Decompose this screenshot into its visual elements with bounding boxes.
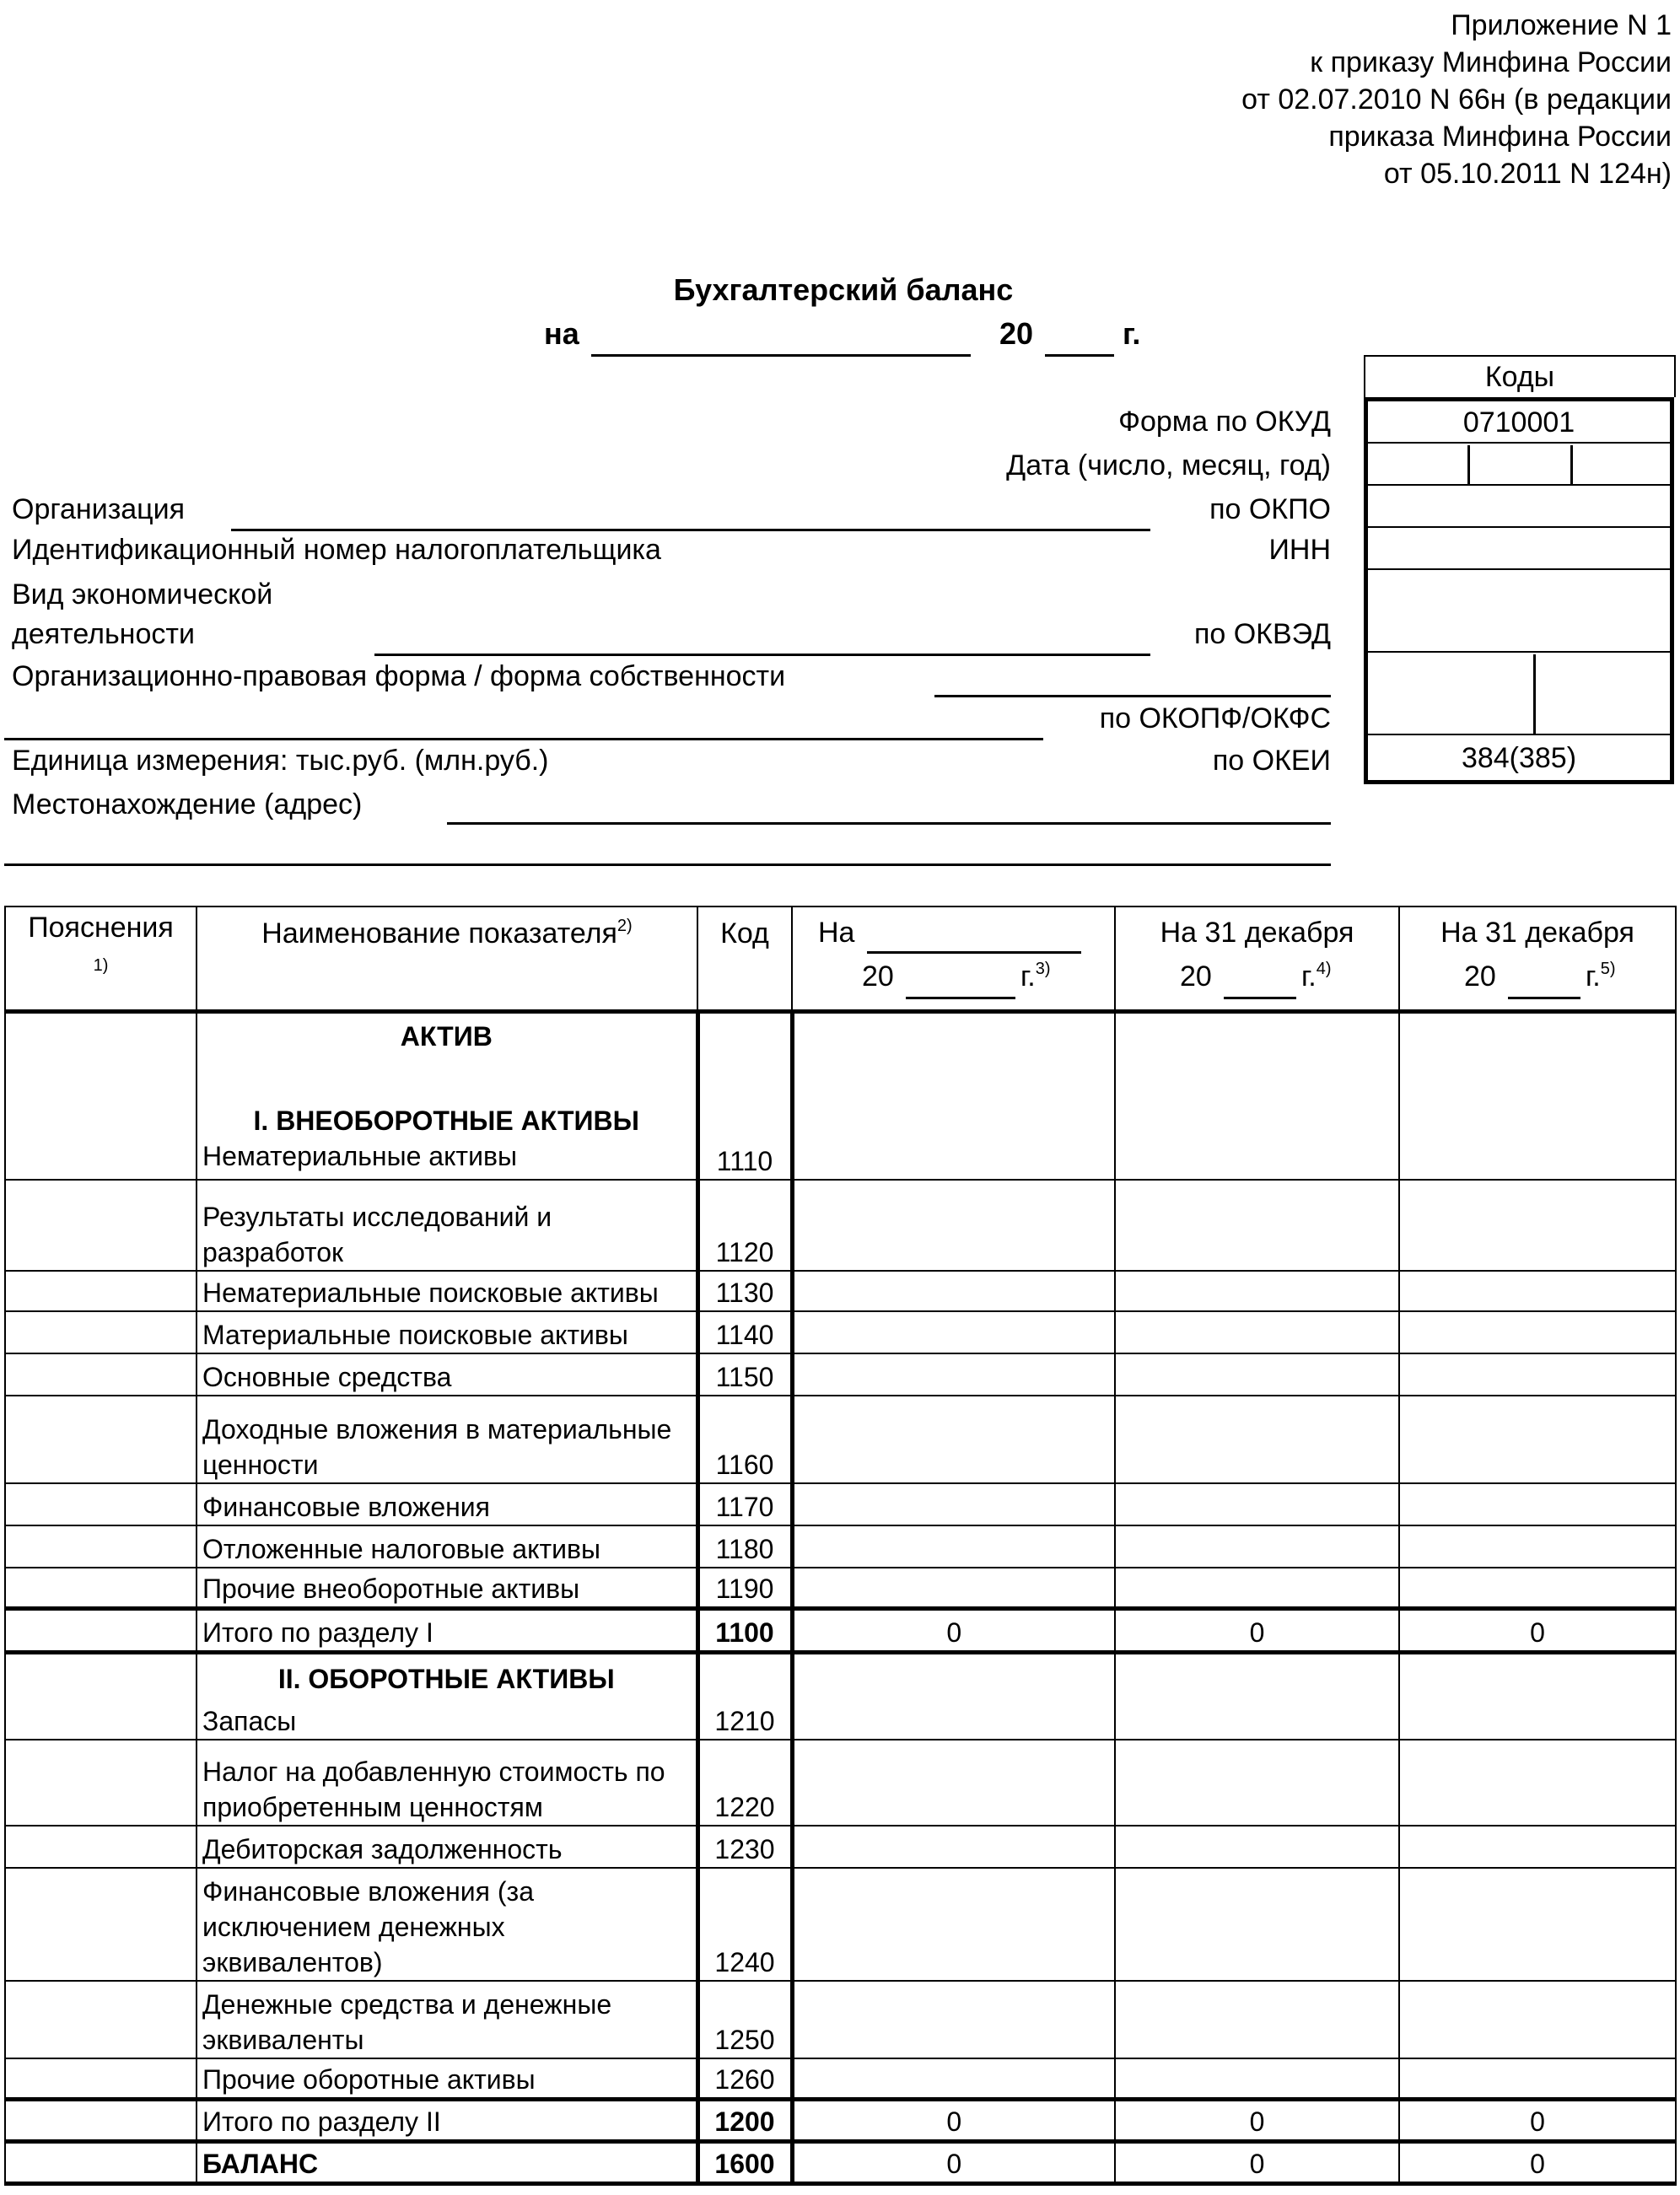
col-p3-year-suffix: г. <box>1586 960 1601 993</box>
date-divider-2 <box>1570 445 1573 486</box>
section-2-title: II. ОБОРОТНЫЕ АКТИВЫ <box>277 1664 615 1694</box>
col-p3-footnote: 5) <box>1600 960 1616 978</box>
appendix-line-1: Приложение N 1 <box>1451 9 1672 41</box>
col-p1-footnote: 3) <box>1035 960 1051 978</box>
code-cell: 1220 <box>697 1740 792 1826</box>
appendix-line-4: приказа Минфина России <box>1328 121 1672 153</box>
notes-cell[interactable] <box>5 1826 197 1868</box>
title-date-row <box>544 317 1151 356</box>
value-cell-1[interactable] <box>792 1396 1115 1483</box>
name-cell <box>197 1652 697 1740</box>
value-cell-2[interactable] <box>1115 1740 1399 1826</box>
legal-form-label: Организационно-правовая форма / форма собственности <box>12 660 786 692</box>
name-cell: Финансовые вложения <box>197 1483 697 1525</box>
table-row <box>5 1826 1676 1868</box>
name-cell: Налог на добавленную стоимость по приобретенным ценностям <box>197 1740 697 1826</box>
col-p2-year-prefix: 20 <box>1180 960 1212 993</box>
code-cell: 1170 <box>697 1483 792 1525</box>
balance-table <box>4 906 1677 2186</box>
col-p2-title: На 31 декабря <box>1160 917 1354 949</box>
name-cell: Финансовые вложения (за исключением денежных эквивалентов) <box>197 1868 697 1981</box>
value-cell-3[interactable] <box>1399 2058 1676 2099</box>
codes-header <box>1364 355 1676 397</box>
address-line-2[interactable] <box>4 863 1331 866</box>
value-cell-1[interactable] <box>792 1981 1115 2058</box>
notes-cell[interactable] <box>5 1525 197 1568</box>
notes-cell[interactable] <box>5 1353 197 1396</box>
table-row <box>5 1180 1676 1271</box>
value-cell-2[interactable] <box>1115 1180 1399 1271</box>
value-cell-3[interactable] <box>1399 1353 1676 1396</box>
col-notes-label: Пояснения <box>28 912 174 944</box>
value-cell-2[interactable] <box>1115 1011 1399 1180</box>
table-row <box>5 1981 1676 2058</box>
col-p3-year-line[interactable] <box>1508 997 1580 999</box>
value-cell-3[interactable] <box>1399 1568 1676 1608</box>
value-cell-3[interactable] <box>1399 1011 1676 1180</box>
value-cell-2[interactable]: 0 <box>1115 2141 1399 2183</box>
code-cell: 1140 <box>697 1311 792 1353</box>
codes-body <box>1364 397 1674 784</box>
code-cell: 1200 <box>697 2099 792 2141</box>
unit-label: Единица измерения: тыс.руб. (млн.руб.) <box>12 745 549 777</box>
title-year-line[interactable] <box>1045 354 1114 357</box>
name-cell: Результаты исследований и разработок <box>197 1180 697 1271</box>
code-cell: 1600 <box>697 2141 792 2183</box>
notes-cell[interactable] <box>5 1483 197 1525</box>
value-cell-1[interactable] <box>792 1271 1115 1311</box>
value-cell-1[interactable] <box>792 1740 1115 1826</box>
appendix-line-2: к приказу Минфина России <box>1310 46 1672 78</box>
appendix-note <box>1241 7 1672 192</box>
value-cell-1[interactable] <box>792 1180 1115 1271</box>
name-cell <box>197 1011 697 1180</box>
value-cell-3[interactable] <box>1399 1396 1676 1483</box>
col-header-period-3 <box>1399 907 1676 1011</box>
total-row <box>5 2099 1676 2141</box>
code-cell: 1120 <box>697 1180 792 1271</box>
table-row <box>5 1396 1676 1483</box>
value-cell-2[interactable] <box>1115 1868 1399 1981</box>
table-row <box>5 1740 1676 1826</box>
address-label: Местонахождение (адрес) <box>12 788 363 820</box>
activity-label-1: Вид экономической <box>12 578 273 611</box>
value-cell-1[interactable] <box>792 1652 1115 1740</box>
notes-cell[interactable] <box>5 1180 197 1271</box>
value-cell-1[interactable]: 0 <box>792 2141 1115 2183</box>
col-p3-year-prefix: 20 <box>1464 960 1496 993</box>
value-cell-2[interactable] <box>1115 1353 1399 1396</box>
value-cell-2[interactable] <box>1115 1568 1399 1608</box>
name-cell: БАЛАНС <box>197 2141 697 2183</box>
col-p1-year-line[interactable] <box>906 997 1015 999</box>
value-cell-1[interactable]: 0 <box>792 1608 1115 1652</box>
name-cell: Итого по разделу II <box>197 2099 697 2141</box>
name-cell: Основные средства <box>197 1353 697 1396</box>
table-header-row <box>5 907 1676 1011</box>
col-header-name <box>197 907 697 1011</box>
value-cell-3[interactable] <box>1399 1311 1676 1353</box>
col-p2-year-suffix: г. <box>1301 960 1317 993</box>
value-cell-1[interactable] <box>792 2058 1115 2099</box>
value-cell-3[interactable] <box>1399 1868 1676 1981</box>
col-header-notes <box>5 907 197 1011</box>
table-row <box>5 1353 1676 1396</box>
value-cell-2[interactable] <box>1115 1396 1399 1483</box>
okpo-code-cell[interactable] <box>1368 487 1670 528</box>
value-cell-2[interactable]: 0 <box>1115 1608 1399 1652</box>
inn-code-cell[interactable] <box>1368 530 1670 570</box>
value-cell-2[interactable] <box>1115 1311 1399 1353</box>
okud-code-value: 0710001 <box>1462 406 1575 438</box>
col-header-period-1 <box>792 907 1115 1011</box>
notes-cell[interactable] <box>5 1740 197 1826</box>
notes-cell[interactable] <box>5 1608 197 1652</box>
okved-label: по ОКВЭД <box>1193 618 1331 650</box>
col-p1-year-suffix: г. <box>1020 960 1036 993</box>
col-p1-year-prefix: 20 <box>862 960 894 993</box>
value-cell-1[interactable] <box>792 1525 1115 1568</box>
col-p2-year-line[interactable] <box>1224 997 1296 999</box>
value-cell-3[interactable] <box>1399 1652 1676 1740</box>
address-line-1[interactable] <box>447 822 1331 825</box>
table-row <box>5 1525 1676 1568</box>
notes-cell[interactable] <box>5 2099 197 2141</box>
value-cell-3[interactable] <box>1399 1271 1676 1311</box>
value-cell-2[interactable] <box>1115 1483 1399 1525</box>
name-cell: Нематериальные поисковые активы <box>197 1271 697 1311</box>
total-row <box>5 1608 1676 1652</box>
value-cell-3[interactable] <box>1399 1180 1676 1271</box>
value-cell-2[interactable] <box>1115 1826 1399 1868</box>
code-cell: 1100 <box>697 1608 792 1652</box>
appendix-line-5: от 05.10.2011 N 124н) <box>1383 158 1672 190</box>
table-row <box>5 1483 1676 1525</box>
value-cell-1[interactable] <box>792 1311 1115 1353</box>
notes-cell[interactable] <box>5 1396 197 1483</box>
name-cell: Материальные поисковые активы <box>197 1311 697 1353</box>
value-cell-3[interactable]: 0 <box>1399 1608 1676 1652</box>
code-cell: 1160 <box>697 1396 792 1483</box>
inn-full-label: Идентификационный номер налогоплательщика <box>12 534 661 566</box>
code-cell: 1180 <box>697 1525 792 1568</box>
col-name-footnote: 2) <box>617 917 633 935</box>
table-row <box>5 1868 1676 1981</box>
value-cell-3[interactable]: 0 <box>1399 2141 1676 2183</box>
code-cell: 1110 <box>697 1011 792 1180</box>
code-cell: 1250 <box>697 1981 792 2058</box>
value-cell-1[interactable] <box>792 1826 1115 1868</box>
notes-cell[interactable] <box>5 1011 197 1180</box>
col-header-code <box>697 907 792 1011</box>
activity-label-2: деятельности <box>12 618 195 650</box>
name-cell: Итого по разделу I <box>197 1608 697 1652</box>
code-cell: 1260 <box>697 2058 792 2099</box>
title-date-line[interactable] <box>591 354 971 357</box>
codes-header-label: Коды <box>1484 361 1555 393</box>
date-code-cell[interactable] <box>1368 445 1670 486</box>
date-label: Дата (число, месяц, год) <box>1006 449 1331 482</box>
value-cell-3[interactable] <box>1399 1740 1676 1826</box>
value-cell-2[interactable] <box>1115 2058 1399 2099</box>
code-cell: 1230 <box>697 1826 792 1868</box>
section-1-title: I. ВНЕОБОРОТНЫЕ АКТИВЫ <box>253 1105 639 1136</box>
value-cell-2[interactable] <box>1115 1981 1399 2058</box>
value-cell-3[interactable]: 0 <box>1399 2099 1676 2141</box>
value-cell-1[interactable] <box>792 1483 1115 1525</box>
organization-label: Организация <box>12 493 186 525</box>
okud-label: Форма по ОКУД <box>1118 406 1331 438</box>
code-cell: 1150 <box>697 1353 792 1396</box>
notes-cell[interactable] <box>5 1271 197 1311</box>
activity-line[interactable] <box>374 654 1150 656</box>
notes-cell[interactable] <box>5 1981 197 2058</box>
notes-cell[interactable] <box>5 1868 197 1981</box>
okei-code-cell[interactable] <box>1368 737 1670 780</box>
col-p2-footnote: 4) <box>1316 960 1332 978</box>
code-cell: 1130 <box>697 1271 792 1311</box>
legal-form-line-1[interactable] <box>934 695 1331 697</box>
value-cell-1[interactable] <box>792 1011 1115 1180</box>
table-row <box>5 1271 1676 1311</box>
balance-total-row <box>5 2141 1676 2183</box>
notes-cell[interactable] <box>5 1311 197 1353</box>
value-cell-2[interactable] <box>1115 1652 1399 1740</box>
code-cell: 1190 <box>697 1568 792 1608</box>
value-cell-2[interactable] <box>1115 1525 1399 1568</box>
value-cell-1[interactable]: 0 <box>792 2099 1115 2141</box>
notes-cell[interactable] <box>5 2141 197 2183</box>
okopf-divider <box>1533 654 1536 735</box>
title-on-label: на <box>544 316 579 351</box>
col-code-label: Код <box>720 917 769 950</box>
table-row <box>5 1652 1676 1740</box>
aktiv-heading: АКТИВ <box>400 1020 493 1052</box>
date-divider-1 <box>1467 445 1470 486</box>
row-name: Запасы <box>202 1706 297 1736</box>
value-cell-2[interactable] <box>1115 1271 1399 1311</box>
name-cell: Отложенные налоговые активы <box>197 1525 697 1568</box>
row-name: Нематериальные активы <box>202 1140 517 1171</box>
name-cell: Дебиторская задолженность <box>197 1826 697 1868</box>
notes-cell[interactable] <box>5 1652 197 1740</box>
value-cell-3[interactable] <box>1399 1483 1676 1525</box>
col-header-period-2 <box>1115 907 1399 1011</box>
value-cell-2[interactable]: 0 <box>1115 2099 1399 2141</box>
value-cell-1[interactable] <box>792 1568 1115 1608</box>
okei-label: по ОКЕИ <box>1212 745 1331 777</box>
table-row <box>5 1011 1676 1180</box>
okopf-code-cell[interactable] <box>1368 654 1670 735</box>
legal-form-line-2[interactable] <box>4 738 1043 740</box>
title-year-prefix: 20 <box>999 316 1034 351</box>
value-cell-1[interactable] <box>792 1868 1115 1981</box>
value-cell-1[interactable] <box>792 1353 1115 1396</box>
okopf-label: по ОКОПФ/ОКФС <box>1099 702 1331 734</box>
appendix-line-3: от 02.07.2010 N 66н (в редакции <box>1241 83 1672 116</box>
organization-line[interactable] <box>231 529 1150 531</box>
inn-label: ИНН <box>1268 534 1331 566</box>
okpo-label: по ОКПО <box>1209 493 1331 525</box>
col-p1-date-line[interactable] <box>867 951 1081 954</box>
title-year-suffix: г. <box>1123 316 1141 351</box>
col-p3-title: На 31 декабря <box>1440 917 1634 949</box>
value-cell-3[interactable] <box>1399 1525 1676 1568</box>
table-row <box>5 2058 1676 2099</box>
code-cell: 1240 <box>697 1868 792 1981</box>
name-cell: Прочие внеоборотные активы <box>197 1568 697 1608</box>
col-p1-on: На <box>818 917 855 949</box>
code-cell: 1210 <box>697 1652 792 1740</box>
notes-cell[interactable] <box>5 2058 197 2099</box>
okved-code-cell[interactable] <box>1368 572 1670 653</box>
okei-code-value: 384(385) <box>1461 742 1577 774</box>
table-row <box>5 1311 1676 1353</box>
name-cell: Прочие оборотные активы <box>197 2058 697 2099</box>
table-row <box>5 1568 1676 1608</box>
notes-cell[interactable] <box>5 1568 197 1608</box>
name-cell: Денежные средства и денежные эквиваленты <box>197 1981 697 2058</box>
document-title: Бухгалтерский баланс <box>673 272 1014 307</box>
name-cell: Доходные вложения в материальные ценности <box>197 1396 697 1483</box>
col-name-label: Наименование показателя <box>261 917 617 950</box>
value-cell-3[interactable] <box>1399 1981 1676 2058</box>
okud-code-cell[interactable] <box>1368 401 1670 444</box>
col-notes-footnote: 1) <box>93 956 109 975</box>
value-cell-3[interactable] <box>1399 1826 1676 1868</box>
